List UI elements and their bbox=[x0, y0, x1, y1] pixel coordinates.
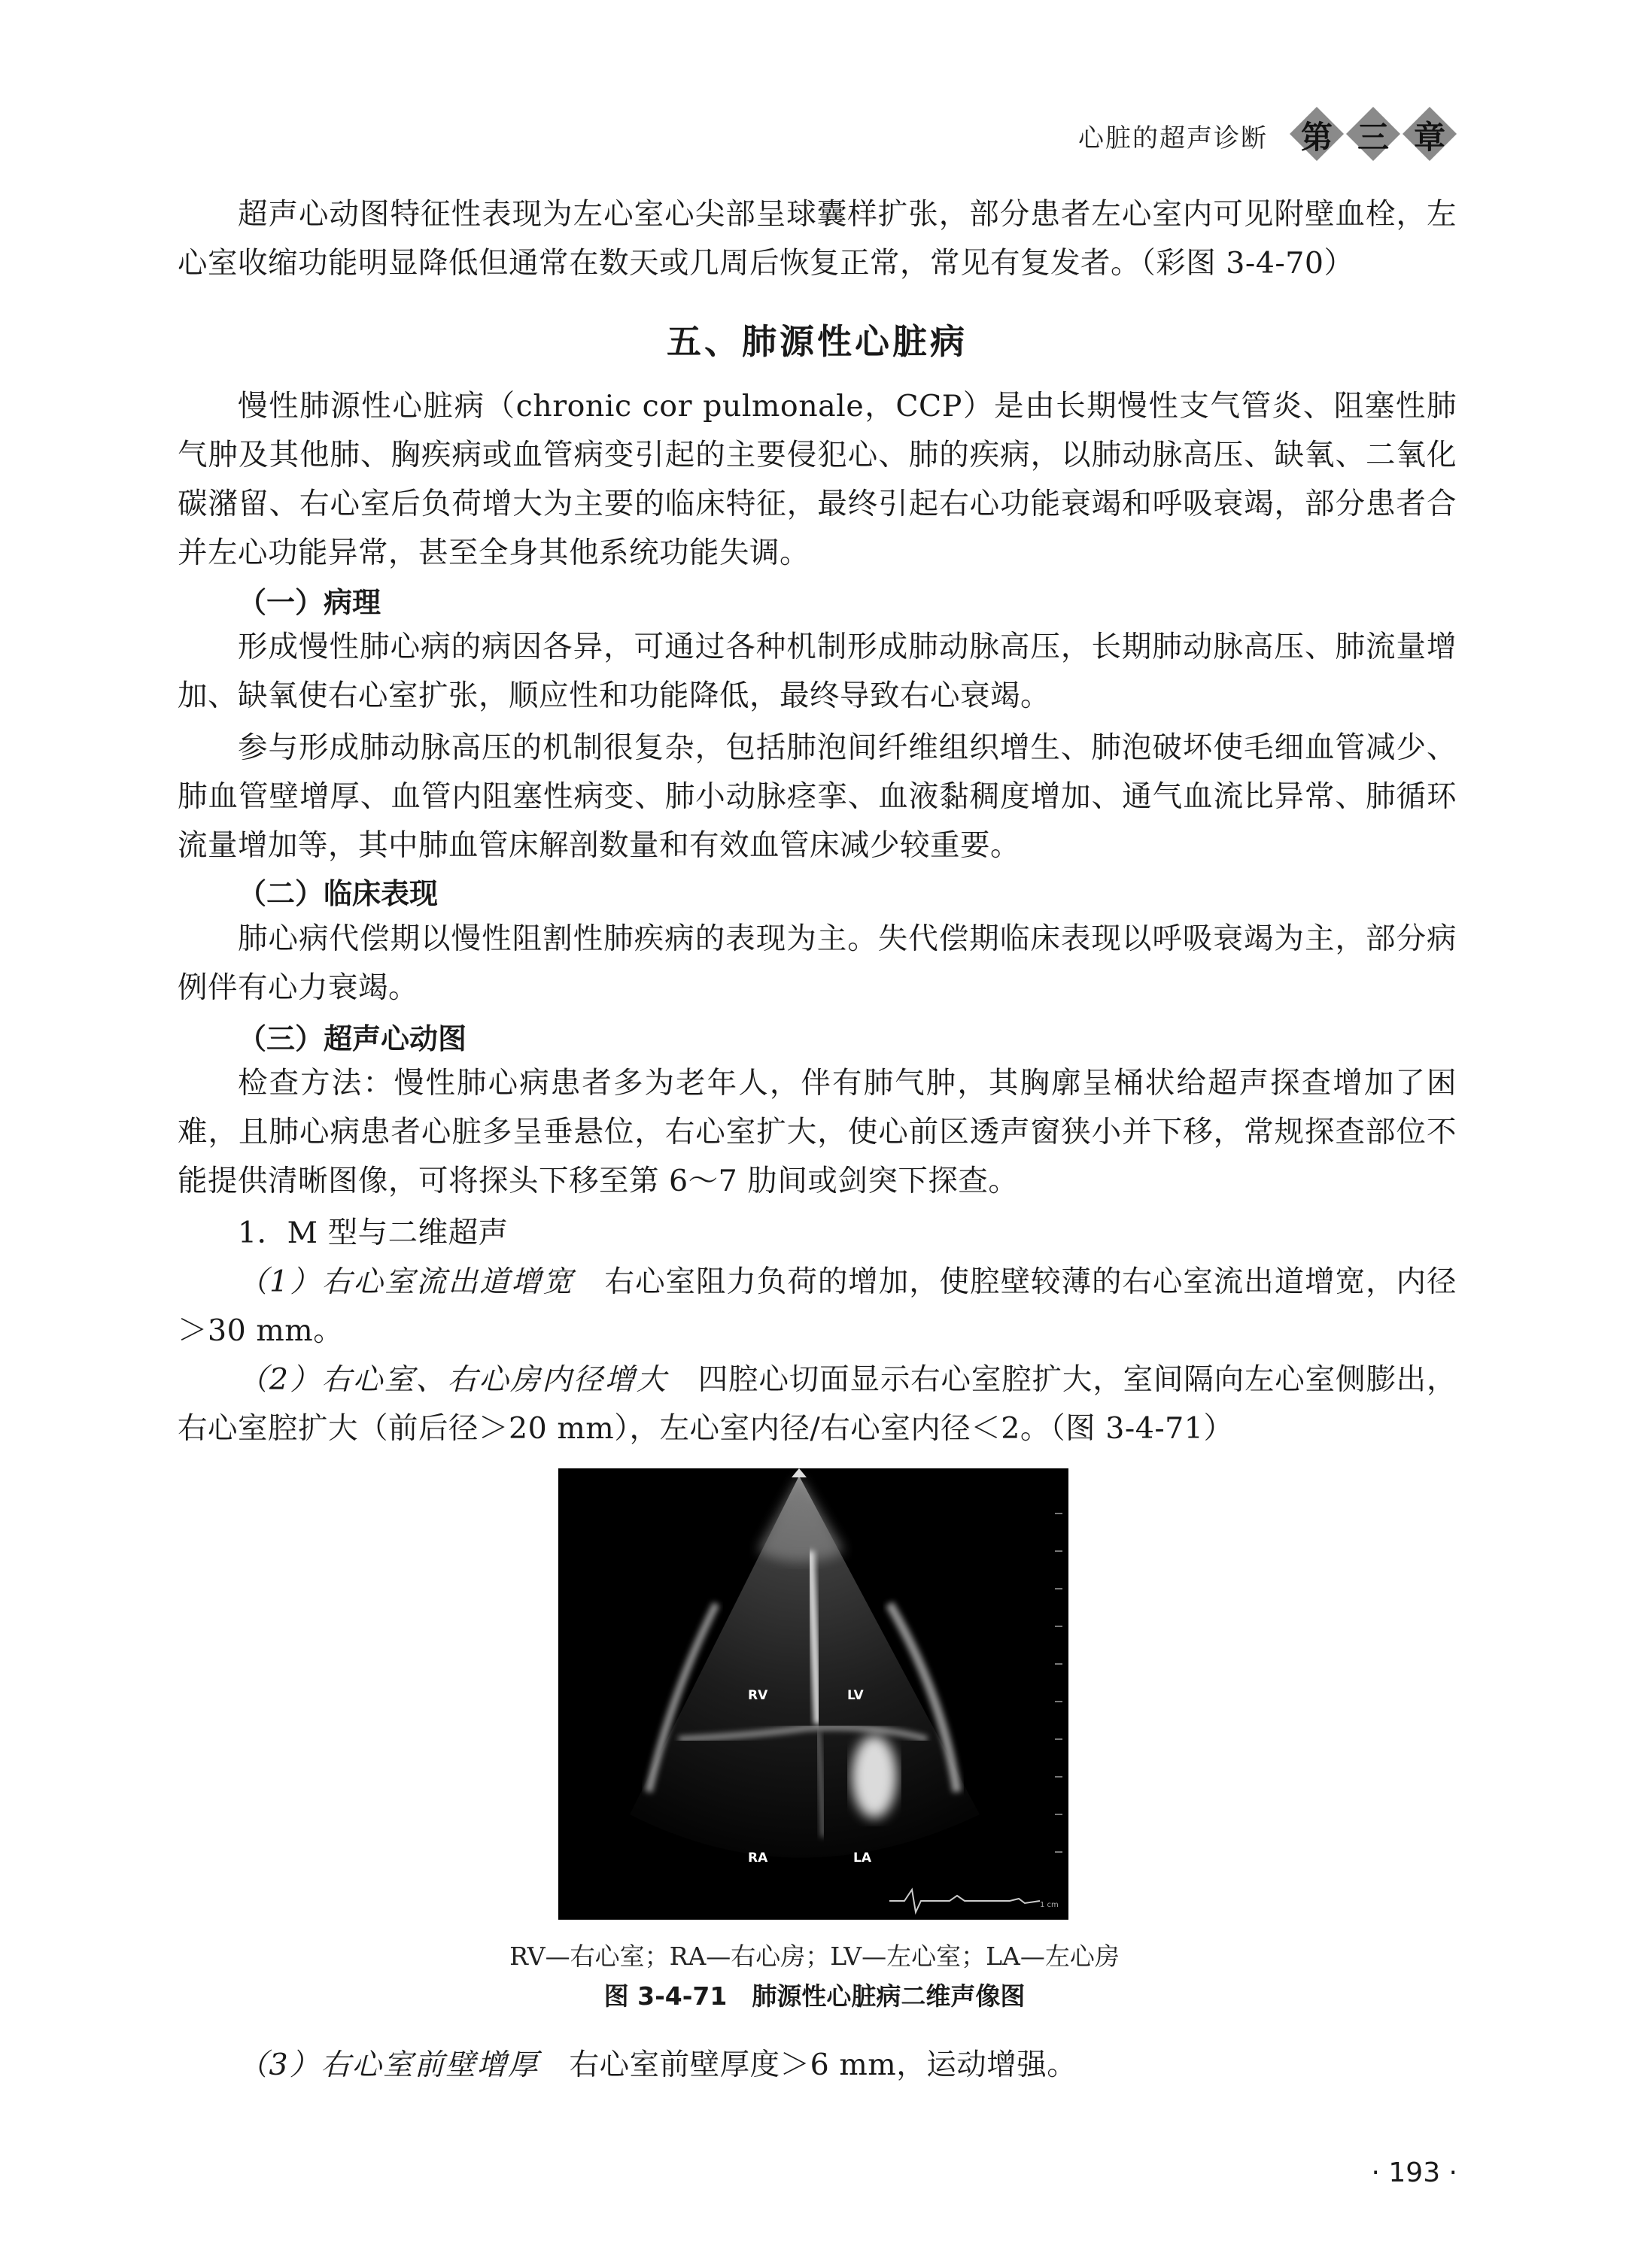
paragraph-8-text: 右心室阻力负荷的增加，使腔壁较薄的右心室流出道增宽，内径＞30 mm。 bbox=[178, 1265, 1457, 1348]
subheading-clinical: （二）临床表现 bbox=[238, 877, 439, 910]
subheading-pathology: （一）病理 bbox=[238, 586, 381, 619]
ultrasound-image bbox=[558, 1468, 1068, 1920]
paragraph-9 bbox=[178, 1356, 1457, 1453]
figure-caption: 图 3-4-71 肺源性心脏病二维声像图 bbox=[603, 1981, 1026, 2011]
chapter-badge bbox=[1287, 104, 1460, 164]
paragraph-4: 参与形成肺动脉高压的机制很复杂，包括肺泡间纤维组织增生、肺泡破坏使毛细血管减少、肺血管壁增厚、血管内阻塞性病变、肺小动脉痉挛、血液黏稠度增加、通气血流比异常、肺循环流量增加等，其中肺血管床解剖数量和有效血管床减少较重要。 bbox=[178, 730, 1457, 863]
subheading-echo: （三）超声心动图 bbox=[238, 1022, 467, 1055]
depth-scale bbox=[1055, 1514, 1062, 1852]
paragraph-10 bbox=[178, 2041, 1457, 2090]
paragraph-3: 形成慢性肺心病的病因各异，可通过各种机制形成肺动脉高压，长期肺动脉高压、肺流量增加、缺氧使右心室扩张，顺应性和功能降低，最终导致右心衰竭。 bbox=[178, 630, 1457, 713]
paragraph-7: 1．M 型与二维超声 bbox=[238, 1216, 509, 1250]
label-rv: RV bbox=[748, 1688, 768, 1703]
page-number: · 193 · bbox=[1371, 2157, 1457, 2188]
scale-label: 1 cm bbox=[1040, 1901, 1059, 1909]
paragraph-6: 检查方法：慢性肺心病患者多为老年人，伴有肺气肿，其胸廓呈桶状给超声探查增加了困难，且肺心病患者心脏多呈垂悬位，右心室扩大，使心前区透声窗狭小并下移，常规探查部位不能提供清晰图像，可将探头下移至第 6～7 肋间或剑突下探查。 bbox=[178, 1066, 1457, 1198]
paragraph-2: 慢性肺源性心脏病（chronic cor pulmonale，CCP）是由长期慢性支气管炎、阻塞性肺气肿及其他肺、胸疾病或血管病变引起的主要侵犯心、肺的疾病，以肺动脉高压、缺氧、二氧化碳潴留、右心室后负荷增大为主要的临床特征，最终引起右心功能衰竭和呼吸衰竭，部分患者合并左心功能异常，甚至全身其他系统功能失调。 bbox=[178, 389, 1457, 570]
paragraph-1: 超声心动图特征性表现为左心室心尖部呈球囊样扩张，部分患者左心室内可见附壁血栓，左心室收缩功能明显降低但通常在数天或几周后恢复正常，常见有复发者。（彩图 3-4-70） bbox=[178, 197, 1457, 281]
label-la: LA bbox=[853, 1851, 871, 1866]
chapter-char-2: 三 bbox=[1357, 119, 1389, 156]
paragraph-5: 肺心病代偿期以慢性阻割性肺疾病的表现为主。失代偿期临床表现以呼吸衰竭为主，部分病例伴有心力衰竭。 bbox=[178, 921, 1457, 1005]
paragraph-9-text: 四腔心切面显示右心室腔扩大，室间隔向左心室侧膨出，右心室腔扩大（前后径＞20 mm），左心室内径/右心室内径＜2。（图 3-4-71） bbox=[178, 1362, 1457, 1446]
echo-figure bbox=[558, 1468, 1068, 1920]
ecg-trace bbox=[889, 1890, 1040, 1912]
chapter-char-3: 章 bbox=[1413, 119, 1445, 156]
paragraph-8 bbox=[178, 1258, 1457, 1356]
paragraph-9-lead: （2）右心室、右心房内径增大 bbox=[238, 1362, 668, 1397]
running-head-section: 心脏的超声诊断 bbox=[1078, 123, 1268, 153]
paragraph-8-lead: （1）右心室流出道增宽 bbox=[238, 1265, 575, 1299]
chapter-char-1: 第 bbox=[1300, 119, 1333, 156]
paragraph-10-text: 右心室前壁厚度＞6 mm，运动增强。 bbox=[569, 2048, 1077, 2082]
probe-marker-icon bbox=[792, 1468, 807, 1477]
running-head bbox=[1038, 104, 1460, 164]
paragraph-10-lead: （3）右心室前壁增厚 bbox=[238, 2048, 539, 2082]
section-title: 五、肺源性心脏病 bbox=[667, 321, 968, 362]
label-lv: LV bbox=[847, 1688, 864, 1703]
figure-legend: RV—右心室；RA—右心房；LV—左心室；LA—左心房 bbox=[509, 1942, 1120, 1971]
label-ra: RA bbox=[748, 1851, 768, 1866]
